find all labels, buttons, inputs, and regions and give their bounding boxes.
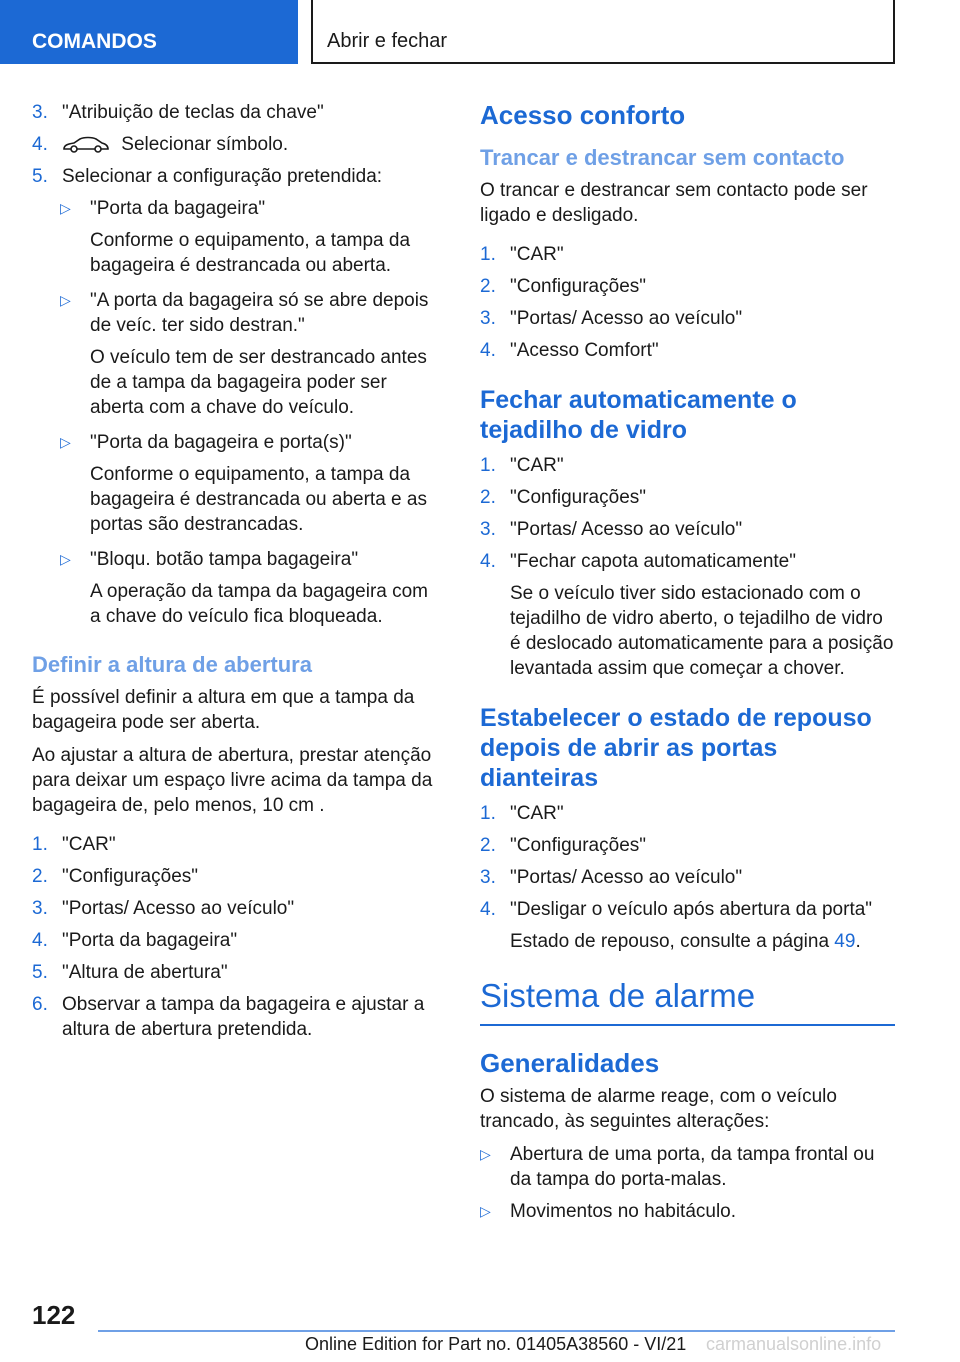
bullet-text: Movimentos no habitáculo. [510, 1201, 737, 1222]
step-text: "CAR" [510, 244, 564, 265]
step-number: 1. [480, 803, 496, 824]
triangle-bullet-icon: ▷ [60, 200, 71, 216]
step-text: "Configurações" [510, 276, 647, 297]
option-label: "Bloqu. botão tampa bagageira" [90, 549, 359, 570]
car-icon [62, 135, 110, 153]
step-number: 5. [32, 962, 48, 983]
note-punctuation: . [855, 931, 861, 952]
section-heading: Fechar automaticamente o tejadilho de vidro [480, 386, 797, 444]
section-heading: Estabelecer o estado de repouso depois de abrir as portas dianteiras [480, 704, 872, 792]
step-number: 2. [480, 487, 496, 508]
list-item [32, 164, 442, 189]
list-item [480, 485, 895, 510]
bullet-item [480, 1199, 895, 1224]
step-number: 4. [32, 930, 48, 951]
list-item [480, 833, 895, 858]
triangle-bullet-icon: ▷ [480, 1146, 491, 1162]
list-item [480, 306, 895, 331]
step-text: "Configurações" [62, 866, 199, 887]
right-column [480, 100, 895, 1231]
option-item [32, 547, 442, 572]
step-number: 3. [480, 519, 496, 540]
step-text: "Portas/ Acesso ao veículo" [62, 898, 295, 919]
step-number: 3. [480, 867, 496, 888]
option-item [32, 288, 442, 338]
list-item [32, 896, 442, 921]
list-item [32, 832, 442, 857]
list-item [480, 274, 895, 299]
chapter-title: Abrir e fechar [311, 0, 895, 64]
option-label: "Porta da bagageira" [90, 198, 266, 219]
step-number: 3. [32, 898, 48, 919]
bullet-text: Abertura de uma porta, da tampa frontal ou da tampa do porta-malas. [510, 1144, 875, 1190]
list-item [480, 453, 895, 478]
step-number: 5. [32, 166, 48, 187]
step-text: "Portas/ Acesso ao veículo" [510, 867, 743, 888]
list-item [480, 865, 895, 890]
step-number: 1. [480, 244, 496, 265]
list-item [32, 960, 442, 985]
step-text: "CAR" [510, 803, 564, 824]
paragraph: É possível definir a altura em que a tampa da bagageira pode ser aberta. [32, 687, 415, 733]
bullet-item [480, 1142, 895, 1192]
option-item [32, 196, 442, 221]
list-item [32, 132, 442, 157]
list-item [32, 928, 442, 953]
section-heading: Acesso conforto [480, 100, 686, 130]
step-note: Se o veículo tiver sido estacionado com o tejadilho de vidro aberto, o tejadilho de vidro é deslocado automaticamente para a posição levantada assim que começar a chover. [510, 583, 894, 679]
option-item [32, 430, 442, 455]
triangle-bullet-icon: ▷ [60, 551, 71, 567]
option-description: O veículo tem de ser destrancado antes de a tampa da bagageira poder ser aberta com a chave do veículo. [90, 347, 427, 418]
left-column [32, 100, 442, 1049]
section-tab: COMANDOS [0, 0, 298, 64]
list-item [480, 801, 895, 826]
step-text: "Desligar o veículo após abertura da porta" [510, 899, 873, 920]
watermark: carmanualsonline.info [706, 1334, 882, 1354]
triangle-bullet-icon: ▷ [480, 1203, 491, 1219]
option-label: "Porta da bagageira e porta(s)" [90, 432, 352, 453]
step-number: 1. [480, 455, 496, 476]
step-number: 4. [480, 899, 496, 920]
step-text: "Porta da bagageira" [62, 930, 238, 951]
step-text: Selecionar a configuração pretendida: [62, 166, 383, 187]
step-text: "Fechar capota automaticamente" [510, 551, 796, 572]
step-text: Selecionar símbolo. [121, 134, 289, 155]
page-reference-link[interactable]: 49 [834, 931, 856, 952]
step-number: 2. [480, 276, 496, 297]
step-text: "Portas/ Acesso ao veículo" [510, 519, 743, 540]
step-number: 3. [32, 102, 48, 123]
step-note [480, 929, 895, 954]
step-number: 4. [480, 551, 496, 572]
step-number: 2. [480, 835, 496, 856]
option-description: A operação da tampa da bagageira com a chave do veículo fica bloqueada. [90, 581, 429, 627]
list-item [480, 517, 895, 542]
footer-divider [98, 1330, 895, 1332]
subsection-heading: Trancar e destrancar sem contacto [480, 145, 845, 170]
step-text: "Portas/ Acesso ao veículo" [510, 308, 743, 329]
list-item [32, 864, 442, 889]
list-item [480, 242, 895, 267]
list-item [480, 897, 895, 922]
page-header [0, 0, 960, 66]
triangle-bullet-icon: ▷ [60, 434, 71, 450]
step-number: 6. [32, 994, 48, 1015]
step-text: Observar a tampa da bagageira e ajustar a altura de abertura pretendida. [62, 994, 425, 1040]
step-text: "Configurações" [510, 835, 647, 856]
list-item [480, 338, 895, 363]
step-number: 2. [32, 866, 48, 887]
chapter-heading: Sistema de alarme [480, 976, 895, 1026]
step-text: "CAR" [510, 455, 564, 476]
step-number: 1. [32, 834, 48, 855]
option-description: Conforme o equipamento, a tampa da bagageira é destrancada ou aberta. [90, 230, 411, 276]
step-text: "Configurações" [510, 487, 647, 508]
step-text: "Atribuição de teclas da chave" [62, 102, 324, 123]
section-heading: Generalidades [480, 1048, 660, 1078]
paragraph: O sistema de alarme reage, com o veículo trancado, às seguintes alterações: [480, 1086, 837, 1132]
triangle-bullet-icon: ▷ [60, 292, 71, 308]
option-label: "A porta da bagageira só se abre depois de veíc. ter sido destran." [90, 290, 429, 336]
edition-note: Online Edition for Part no. 01405A38560 - VI/21 [305, 1334, 687, 1354]
step-number: 3. [480, 308, 496, 329]
page-number: 122 [32, 1300, 76, 1330]
step-text: "Altura de abertura" [62, 962, 228, 983]
paragraph: Ao ajustar a altura de abertura, prestar atenção para deixar um espaço livre acima da tampa da bagageira de, pelo menos, 10 cm . [32, 745, 433, 816]
list-item [32, 992, 442, 1042]
list-item [480, 549, 895, 574]
step-number: 4. [32, 134, 48, 155]
list-item [32, 100, 442, 125]
step-text: "Acesso Comfort" [510, 340, 659, 361]
note-text: Estado de repouso, consulte a página [510, 931, 835, 952]
option-description: Conforme o equipamento, a tampa da bagageira é destrancada ou aberta e as portas são destrancadas. [90, 464, 427, 535]
step-number: 4. [480, 340, 496, 361]
step-text: "CAR" [62, 834, 116, 855]
section-heading: Definir a altura de abertura [32, 652, 312, 677]
paragraph: O trancar e destrancar sem contacto pode ser ligado e desligado. [480, 180, 868, 226]
